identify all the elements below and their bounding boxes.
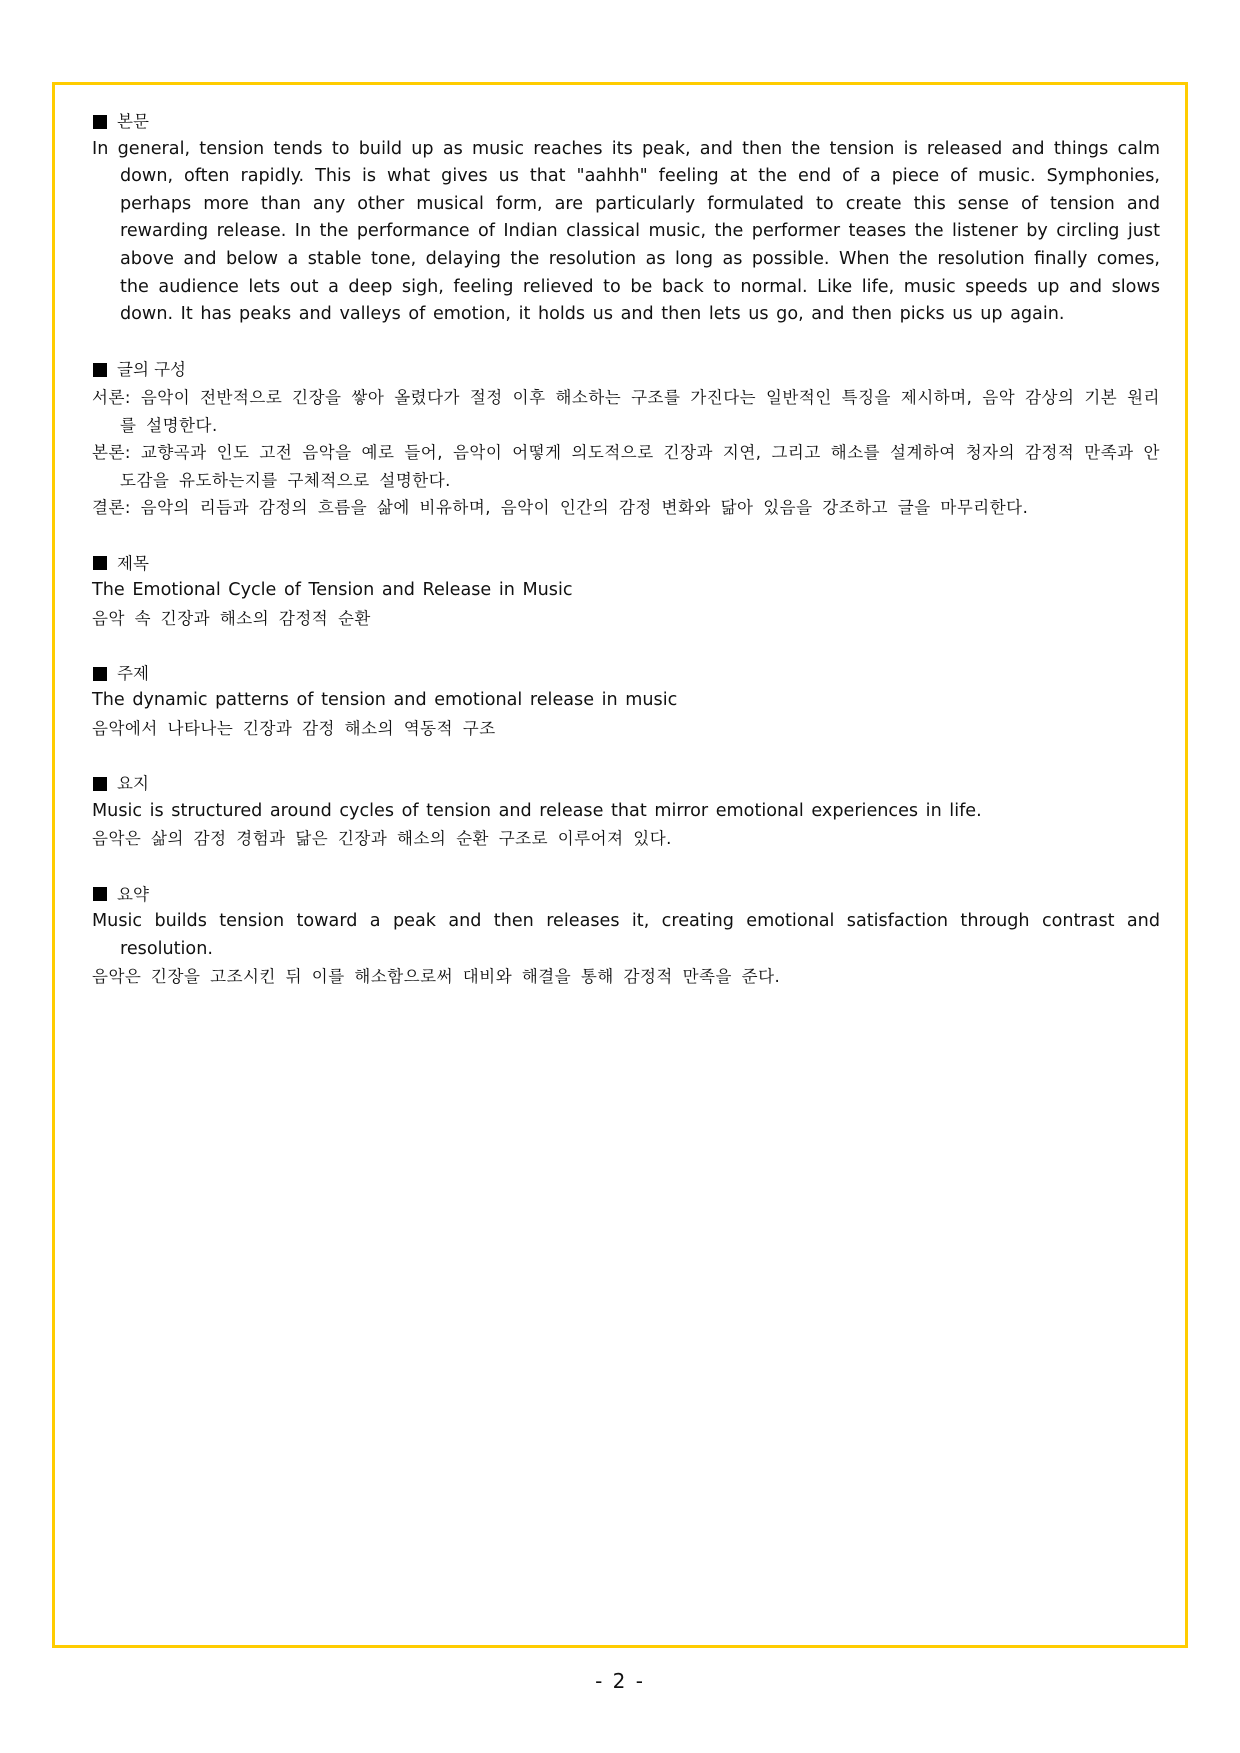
structure-intro: 서론: 음악이 전반적으로 긴장을 쌓아 올렸다가 절정 이후 해소하는 구조를 가진다는 일반적인 특징을 제시하며, 음악 감상의 기본 원리를 설명한다.: [92, 387, 1160, 435]
theme-korean: 음악에서 나타나는 긴장과 감정 해소의 역동적 구조: [92, 719, 496, 739]
heading-label: 주제: [117, 663, 149, 683]
square-bullet-icon: [93, 887, 107, 901]
square-bullet-icon: [93, 777, 107, 791]
section-body: [92, 108, 1160, 329]
section-title: [92, 550, 1160, 633]
heading-label: 요지: [117, 774, 149, 794]
section-heading: [92, 881, 1160, 909]
section-theme: [92, 660, 1160, 743]
summary-korean: 음악은 긴장을 고조시킨 뒤 이를 해소함으로써 대비와 해결을 통해 감정적 만족을 준다.: [92, 967, 781, 987]
square-bullet-icon: [93, 363, 107, 377]
section-heading: [92, 356, 1160, 384]
gist-english: Music is structured around cycles of tension and release that mirror emotional experiences in life.: [92, 800, 982, 821]
section-heading: [92, 108, 1160, 136]
gist-korean: 음악은 삶의 감정 경험과 닮은 긴장과 해소의 순환 구조로 이루어져 있다.: [92, 829, 672, 849]
title-korean: 음악 속 긴장과 해소의 감정적 순환: [92, 608, 371, 628]
square-bullet-icon: [93, 556, 107, 570]
title-english: The Emotional Cycle of Tension and Release in Music: [92, 580, 573, 601]
section-gist: [92, 770, 1160, 853]
heading-label: 요약: [117, 884, 149, 904]
square-bullet-icon: [93, 115, 107, 129]
section-heading: [92, 770, 1160, 798]
section-summary: [92, 881, 1160, 991]
body-paragraph: In general, tension tends to build up as music reaches its peak, and then the tension is released and things calm down, often rapidly. This is what gives us that "aahhh" feeling at the end of a piece of music. Symphonies, perhaps more than any other musical form, are particularly formulated to create this sense of tension and rewarding release. In the performance of Indian classical music, the performer teases the listener by circling just above and below a stable tone, delaying the resolution as long as possible. When the resolution finally comes, the audience lets out a deep sigh, feeling relieved to be back to normal. Like life, music speeds up and slows down. It has peaks and valleys of emotion, it holds us and then lets us go, and then picks us up again.: [92, 138, 1160, 325]
page-number: - 2 -: [595, 1669, 645, 1693]
square-bullet-icon: [93, 667, 107, 681]
theme-english: The dynamic patterns of tension and emotional release in music: [92, 690, 678, 711]
heading-label: 제목: [117, 553, 149, 573]
summary-english: Music builds tension toward a peak and then releases it, creating emotional satisfaction through contrast and resolution.: [92, 911, 1160, 959]
heading-label: 글의 구성: [117, 360, 187, 380]
document-content: [92, 108, 1160, 1019]
section-heading: [92, 550, 1160, 578]
section-heading: [92, 660, 1160, 688]
structure-conclusion: 결론: 음악의 리듬과 감정의 흐름을 삶에 비유하며, 음악이 인간의 감정 변화와 닮아 있음을 강조하고 글을 마무리한다.: [92, 498, 1029, 518]
heading-label: 본문: [117, 112, 149, 131]
section-structure: [92, 356, 1160, 522]
structure-main: 본론: 교향곡과 인도 고전 음악을 예로 들어, 음악이 어떻게 의도적으로 긴장과 지연, 그리고 해소를 설계하여 청자의 감정적 만족과 안도감을 유도하는지를 구체적으로 설명한다.: [92, 443, 1160, 490]
